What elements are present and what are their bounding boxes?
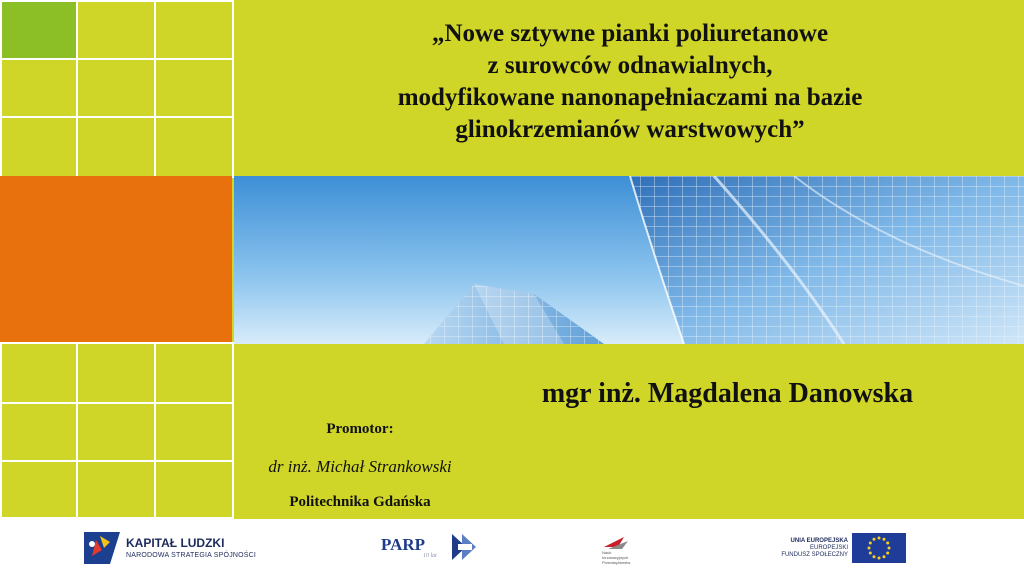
- grid-cell: [0, 58, 78, 118]
- grid-cell-green: [0, 0, 78, 60]
- grid-cell: [154, 342, 234, 404]
- title-line: „Nowe sztywne pianki poliuretanowe: [431, 20, 829, 47]
- presentation-title: [236, 18, 1024, 146]
- ministry-line: Nauk: [602, 550, 612, 555]
- title-line: z surowców odnawialnych,: [487, 52, 773, 79]
- grid-cell: [76, 58, 156, 118]
- title-line: glinokrzemianów warstwowych”: [455, 116, 805, 143]
- eu-logo-text: [740, 538, 848, 559]
- eu-union-label: UNIA EUROPEJSKA: [790, 538, 848, 544]
- grid-cell: [76, 402, 156, 462]
- promotor-name: dr inż. Michał Strankowski: [268, 457, 452, 476]
- grid-cell: [76, 0, 156, 60]
- grid-cell: [154, 402, 234, 462]
- grid-cell: [154, 460, 234, 519]
- grid-cell: [154, 116, 234, 178]
- ministry-line: Innowacyjnych: [602, 555, 629, 560]
- orange-accent-block: [0, 176, 232, 344]
- kapital-ludzki-logo: [80, 530, 124, 566]
- grid-cell: [0, 460, 78, 519]
- parp-logo-tagline: 10 lat: [423, 553, 437, 559]
- grid-cell: [76, 116, 156, 178]
- grid-cell: [0, 402, 78, 462]
- grid-cell: [76, 342, 156, 404]
- grid-cell: [0, 116, 78, 178]
- ministry-logo-text: [602, 550, 630, 565]
- title-line: modyfikowane nanonapełniaczami na bazie: [397, 84, 863, 111]
- grid-cell: [76, 460, 156, 519]
- author-name: mgr inż. Magdalena Danowska: [541, 378, 914, 409]
- eu-flag-icon: [852, 533, 906, 563]
- grid-cell: [154, 0, 234, 60]
- skyscraper-photo: [234, 176, 1024, 344]
- university-name: Politechnika Gdańska: [289, 494, 431, 510]
- ministry-line: Przedsiębiorstw: [602, 560, 631, 565]
- eu-fund-label: FUNDUSZ SPOŁECZNY: [781, 552, 848, 558]
- parp-logo-mark: [444, 532, 484, 562]
- eu-fund-label: EUROPEJSKI: [809, 545, 848, 551]
- grid-cell: [0, 342, 78, 404]
- parp-logo-text: PARP: [381, 535, 426, 554]
- promotor-label: Promotor:: [326, 421, 394, 437]
- kapital-ludzki-subtitle: NARODOWA STRATEGIA SPÓJNOŚCI: [126, 552, 257, 559]
- kapital-ludzki-title: KAPITAŁ LUDZKI: [126, 536, 225, 550]
- grid-cell: [154, 58, 234, 118]
